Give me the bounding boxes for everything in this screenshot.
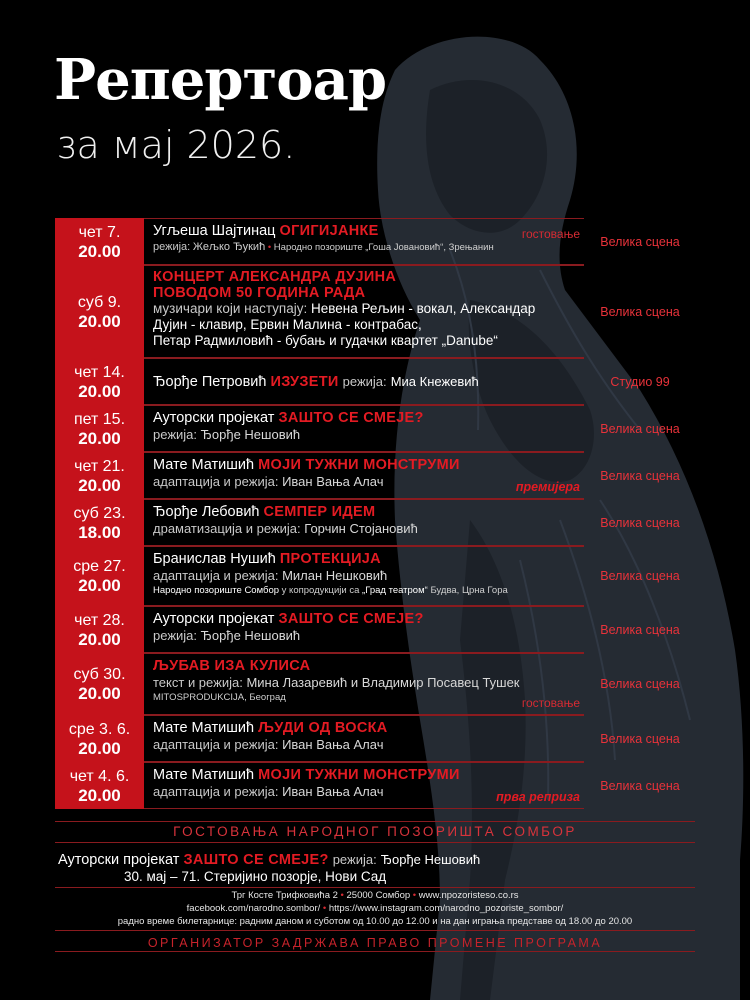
event-day: суб 23.	[73, 504, 126, 522]
guest-section-header: ГОСТОВАЊА НАРОДНОГ ПОЗОРИШТА СОМБОР	[55, 821, 695, 843]
event-title-line	[153, 456, 584, 474]
event-time: 20.00	[78, 311, 121, 331]
event-row	[55, 653, 695, 715]
event-title-line	[153, 550, 584, 568]
page-subtitle: за мај 2026.	[56, 123, 296, 167]
event-title: ЗАШТО СЕ СМЕЈЕ?	[278, 611, 424, 627]
guest-role-label: режија:	[332, 852, 377, 867]
event-credits-line: Петар Радмиловић - бубањ и гудачки квартет „Danube“	[153, 333, 498, 348]
event-role-label: адаптација и режија:	[153, 474, 279, 489]
event-date	[55, 606, 144, 653]
event-stage: Велика сцена	[600, 569, 680, 583]
page-title: Репертоар	[54, 47, 387, 113]
event-row	[55, 218, 695, 265]
event-credits-line	[153, 737, 584, 753]
event-title: МОЈИ ТУЖНИ МОНСТРУМИ	[258, 457, 460, 473]
event-info	[144, 762, 584, 809]
event-day: чет 14.	[74, 363, 125, 381]
event-day: чет 28.	[74, 611, 125, 629]
event-info	[144, 546, 584, 606]
event-time: 20.00	[78, 428, 121, 448]
event-author: Ђорђе Петровић	[153, 373, 267, 390]
divider	[55, 887, 695, 888]
program-change-notice: ОРГАНИЗАТОР ЗАДРЖАВА ПРАВО ПРОМЕНЕ ПРОГРАМА	[55, 935, 695, 952]
event-date	[55, 218, 144, 265]
event-role-label: адаптација и режија:	[153, 568, 279, 583]
footer-box-office-hours: радно време билетарнице: радним даном и суботом од 10.00 до 12.00 и на дан играња представе од 18.00 до 20.00	[117, 916, 633, 927]
repertoire-list	[55, 218, 695, 809]
event-day: чет 4. 6.	[69, 767, 130, 785]
event-title: СЕМПЕР ИДЕМ	[263, 504, 376, 520]
guest-details: 30. мај – 71. Стеријино позорје, Нови Сад	[124, 869, 387, 884]
event-credits: Иван Вања Алач	[282, 474, 384, 489]
event-date	[55, 265, 144, 358]
footer-website-link[interactable]: www.npozoristeso.co.rs	[418, 890, 519, 901]
event-info	[144, 452, 584, 499]
event-author: Ауторски пројекат	[153, 611, 275, 627]
event-role-label: текст и режија:	[153, 675, 243, 690]
event-info	[144, 606, 584, 653]
event-credits-line	[153, 427, 584, 443]
event-role-label: режија:	[153, 241, 191, 253]
event-stage: Велика сцена	[600, 234, 680, 249]
guest-title: ЗАШТО СЕ СМЕЈЕ?	[183, 852, 329, 868]
event-credits: Милан Нешковић	[282, 568, 388, 583]
event-title-line	[153, 719, 584, 737]
event-note: MITOSPRODUKCIJA, Београд	[153, 692, 286, 703]
footer-facebook-link[interactable]: facebook.com/narodno.sombor/	[186, 903, 321, 914]
event-title: ОГИГИЈАНКЕ	[279, 223, 379, 239]
event-role-label: адаптација и режија:	[153, 784, 279, 799]
event-stage: Велика сцена	[600, 677, 680, 691]
event-note: Народно позориште „Гоша Јовановић“, Зрењанин	[273, 242, 494, 253]
event-time: 20.00	[78, 684, 121, 703]
guest-title-line	[58, 851, 658, 869]
event-time: 20.00	[78, 629, 121, 649]
event-role-label: режија:	[153, 427, 198, 442]
event-date	[55, 546, 144, 606]
event-time: 20.00	[78, 576, 121, 595]
event-stage: Велика сцена	[600, 778, 680, 793]
event-role-label: режија:	[342, 373, 387, 389]
event-role-label: адаптација и режија:	[153, 737, 279, 752]
event-date	[55, 405, 144, 452]
event-row	[55, 546, 695, 606]
event-stage: Велика сцена	[600, 468, 680, 483]
event-credits: Жељко Ђукић	[192, 241, 266, 253]
event-day: чет 21.	[74, 457, 125, 475]
event-time: 20.00	[78, 475, 121, 495]
event-credits: Ђорђе Нешовић	[200, 628, 301, 643]
footer-address: Трг Косте Трифковића 2	[231, 890, 338, 901]
event-author: Угљеша Шајтинац	[153, 223, 276, 239]
event-time: 20.00	[78, 381, 121, 401]
event-day: суб 9.	[77, 293, 122, 311]
divider	[55, 930, 695, 931]
event-day: суб 30.	[73, 666, 126, 683]
event-info	[144, 265, 584, 358]
event-time: 20.00	[78, 241, 121, 261]
footer-social-line: facebook.com/narodno.sombor/ • https://www.instagram.com/narodno_pozoriste_sombor/	[186, 903, 564, 914]
event-row	[55, 452, 695, 499]
event-stage: Велика сцена	[600, 421, 680, 436]
event-row	[55, 762, 695, 809]
event-info	[144, 405, 584, 452]
event-date	[55, 499, 144, 546]
event-credits-line	[153, 301, 584, 317]
event-credits: Миа Кнежевић	[390, 373, 479, 389]
event-title: МОЈИ ТУЖНИ МОНСТРУМИ	[258, 767, 460, 783]
event-time: 20.00	[78, 785, 121, 805]
event-credits: Невена Рељин - вокал, Александар	[311, 301, 536, 316]
event-stage: Велика сцена	[600, 515, 680, 530]
event-info	[144, 653, 584, 715]
event-credits: Ђорђе Нешовић	[200, 427, 301, 442]
event-title-line	[153, 503, 584, 521]
event-row	[55, 358, 695, 405]
guest-credits: Ђорђе Нешовић	[380, 852, 481, 867]
event-role-label: режија:	[153, 628, 198, 643]
event-row	[55, 265, 695, 358]
event-author: Ауторски пројекат	[153, 410, 275, 426]
event-credits-line	[153, 521, 584, 537]
event-info	[144, 358, 584, 405]
event-stage: Велика сцена	[600, 622, 680, 637]
event-date	[55, 762, 144, 809]
event-date	[55, 715, 144, 762]
event-day: пет 15.	[73, 410, 126, 428]
guest-author: Ауторски пројекат	[58, 852, 180, 868]
event-title-line	[153, 657, 584, 675]
event-credits-line	[153, 628, 584, 644]
footer-address-line: Трг Косте Трифковића 2 • 25000 Сомбор • www.npozoristeso.co.rs	[231, 890, 519, 901]
event-date	[55, 452, 144, 499]
event-title-line-1: КОНЦЕРТ АЛЕКСАНДРА ДУЈИНА	[153, 269, 397, 285]
event-author: Мате Матишић	[153, 767, 255, 783]
event-credits: Горчин Стојановић	[304, 521, 418, 536]
event-credits-line: режија: Жељко Ђукић • Народно позориште „Гоша Јовановић“, Зрењанин	[153, 241, 494, 253]
event-author: Мате Матишић	[153, 720, 255, 736]
event-day: сре 3. 6.	[68, 720, 131, 738]
event-info	[144, 499, 584, 546]
event-info	[144, 218, 584, 265]
event-day: сре 27.	[73, 558, 126, 575]
event-day: чет 7.	[78, 223, 121, 241]
event-title-line	[153, 766, 584, 784]
event-credits: Мина Лазаревић и Владимир Посавец Тушек	[246, 675, 520, 690]
event-title: ЗАШТО СЕ СМЕЈЕ?	[278, 410, 424, 426]
event-tag: прва реприза	[496, 790, 580, 804]
event-note: Народно позориште Сомбор у копродукцији са „Град театром“ Будва, Црна Гора	[153, 585, 508, 596]
event-title-line	[153, 610, 584, 628]
event-credits: Иван Вања Алач	[282, 784, 384, 799]
event-date	[55, 653, 144, 715]
event-title: ПРОТЕКЦИЈА	[279, 551, 381, 567]
event-title: ИЗУЗЕТИ	[270, 373, 339, 390]
event-stage: Студио 99	[610, 374, 670, 389]
event-stage: Велика сцена	[600, 731, 680, 746]
event-info	[144, 715, 584, 762]
event-tag: гостовање	[521, 227, 580, 241]
event-date	[55, 358, 144, 405]
event-title: ЉУДИ ОД ВОСКА	[258, 720, 388, 736]
event-title-line	[153, 222, 584, 240]
event-tag: премијера	[515, 480, 580, 494]
footer-postal: 25000 Сомбор	[346, 890, 411, 901]
footer-instagram-link[interactable]: https://www.instagram.com/narodno_pozoriste_sombor/	[328, 903, 564, 914]
event-row	[55, 405, 695, 452]
event-tag: гостовање	[521, 696, 580, 710]
event-author: Ђорђе Лебовић	[153, 504, 260, 520]
event-time: 18.00	[78, 522, 121, 542]
event-title-line-2: ПОВОДОМ 50 ГОДИНА РАДА	[153, 285, 366, 301]
event-role-label: драматизација и режија:	[153, 521, 301, 536]
event-role-label: музичари који наступају:	[153, 301, 308, 316]
event-time: 20.00	[78, 738, 121, 758]
event-credits-line	[153, 675, 584, 691]
event-title-line	[153, 373, 479, 391]
event-row	[55, 499, 695, 546]
event-stage: Велика сцена	[600, 304, 680, 319]
event-title-line	[153, 409, 584, 427]
event-row	[55, 606, 695, 653]
event-credits-line	[153, 568, 584, 584]
event-author: Бранислав Нушић	[153, 551, 276, 567]
event-row	[55, 715, 695, 762]
event-title: ЉУБАВ ИЗА КУЛИСА	[153, 658, 311, 674]
event-credits-line: Дујин - клавир, Ервин Малина - контрабас,	[153, 317, 422, 332]
event-author: Мате Матишић	[153, 457, 255, 473]
event-credits: Иван Вања Алач	[282, 737, 384, 752]
